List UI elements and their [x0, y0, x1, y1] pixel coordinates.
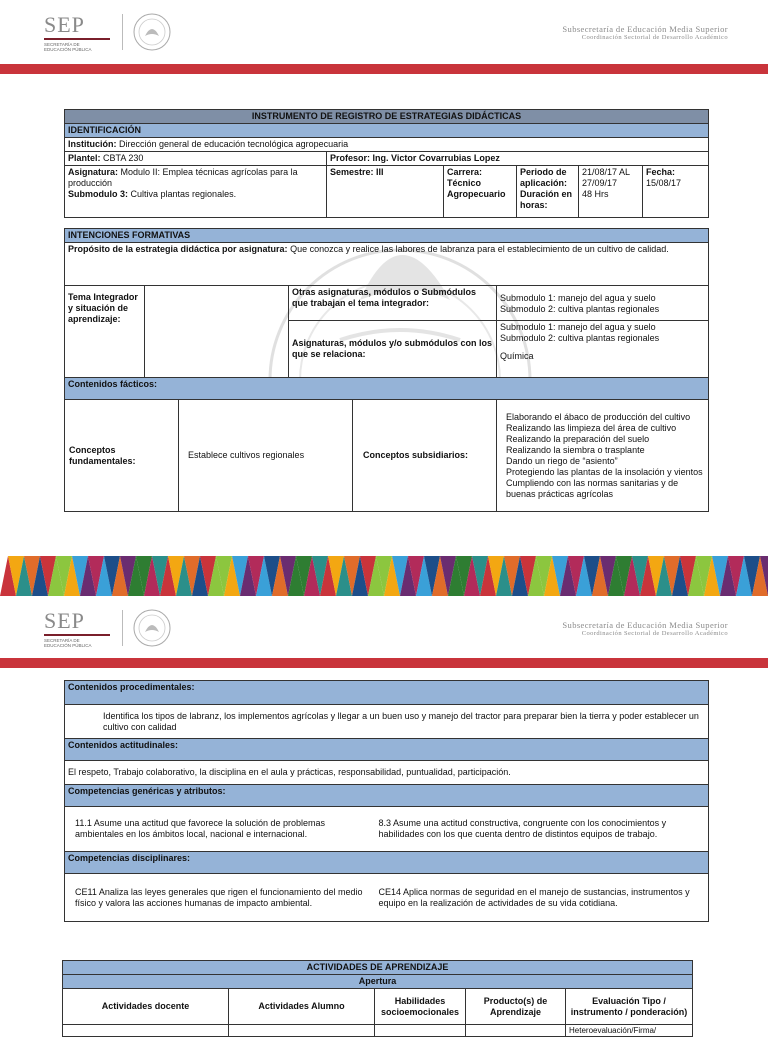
sep-logo	[44, 610, 110, 648]
sep-logo-sub2: EDUCACIÓN PÚBLICA	[44, 47, 92, 52]
carrera-value: Técnico Agropecuario	[447, 178, 506, 199]
red-band-2	[0, 658, 768, 668]
asignatura-value: Modulo II: Emplea técnicas agrícolas para la producción	[68, 167, 298, 188]
contenidos-actitudinales-header: Contenidos actitudinales:	[65, 739, 709, 761]
contenidos-table	[64, 680, 709, 922]
col-actividades-docente: Actividades docente	[63, 989, 229, 1025]
header-subsecretaria: Subsecretaría de Educación Media Superior Coordinación Sectorial de Desarrollo Académico	[562, 24, 728, 41]
competencia-generica-left: 11.1 Asume una actitud que favorece la solución de problemas ambientales en los ámbitos local, nacional e internacional.	[65, 807, 373, 852]
duracion-value: 48 Hrs	[582, 189, 609, 199]
plantel-cell: Plantel: CBTA 230	[65, 152, 327, 166]
col-productos: Producto(s) de Aprendizaje	[466, 989, 566, 1025]
actividades-table	[62, 960, 693, 1037]
sep-logo-text: SEP	[44, 608, 85, 633]
subsidiario-item: Dando un riego de “asiento”	[506, 455, 618, 466]
conceptos-subsidiarios-list	[497, 400, 709, 512]
semestre-cell: Semestre: III	[327, 166, 444, 218]
intenciones-header: INTENCIONES FORMATIVAS	[65, 229, 709, 243]
instrumento-title: INSTRUMENTO DE REGISTRO DE ESTRATEGIAS DIDÁCTICAS	[65, 110, 709, 124]
identificacion-table	[64, 109, 709, 218]
eval-cell: Heteroevaluación/Firma/	[566, 1025, 693, 1037]
decorative-triangle-band	[0, 556, 768, 596]
semestre-value: III	[376, 167, 384, 177]
sep-logo-sub1: SECRETARÍA DE	[44, 42, 80, 47]
profesor-cell: Profesor: Ing. Victor Covarrubias Lopez	[327, 152, 709, 166]
subsidiario-item: Realizando las limpieza del área de cultivo	[506, 422, 677, 433]
institucion-value: Dirección general de educación tecnológica agropecuaria	[119, 139, 349, 149]
asignaturas-relacion-label: Asignaturas, módulos y/o submódulos con los que se relaciona:	[289, 321, 497, 378]
apertura-header: Apertura	[63, 975, 693, 989]
contenidos-facticos-header: Contenidos fácticos:	[65, 378, 709, 400]
subsidiario-item: Cumpliendo con las normas sanitarias y de buenas prácticas agrícolas	[506, 477, 679, 499]
subsidiario-item: Elaborando el ábaco de producción del cultivo	[506, 411, 691, 422]
proposito-value: Que conozca y realice las labores de labranza para el establecimiento de un cultivo de calidad.	[290, 244, 669, 254]
col-habilidades: Habilidades socioemocionales	[375, 989, 466, 1025]
col-actividades-alumno: Actividades Alumno	[229, 989, 375, 1025]
proposito-cell: Propósito de la estrategia didáctica por asignatura: Que conozca y realice las labores de labranza para el establecimiento de un cultivo de calidad.	[65, 243, 709, 286]
contenidos-procedimentales-value: Identifica los tipos de labranz, los implementos agrícolas y llegar a un buen uso y manejo del tractor para preparar bien la tierra y poder establecer un cultivo con calidad	[65, 705, 709, 739]
intenciones-table	[64, 228, 709, 512]
institucion-row: Institución: Dirección general de educación tecnológica agropecuaria	[65, 138, 709, 152]
conceptos-fundamentales-label: Conceptos fundamentales:	[65, 400, 179, 512]
tema-label-cell: Tema Integrador y situación de aprendizaje:	[65, 286, 145, 378]
col-evaluacion: Evaluación Tipo / instrumento / ponderación)	[566, 989, 693, 1025]
asignaturas-relacion-value: Submodulo 1: manejo del agua y suelo Submodulo 2: cultiva plantas regionales Química	[497, 321, 709, 378]
page-header-1	[0, 0, 768, 64]
periodo-label-cell: Periodo de aplicación: Duración en horas:	[517, 166, 579, 218]
otras-asignaturas-value: Submodulo 1: manejo del agua y suelo Submodulo 2: cultiva plantas regionales	[497, 286, 709, 321]
red-band-1	[0, 64, 768, 74]
page-header-2	[0, 596, 768, 660]
sep-logo	[44, 14, 110, 52]
submodulo-value: Cultiva plantas regionales.	[130, 189, 237, 199]
periodo-value: 21/08/17 AL 27/09/17	[582, 167, 630, 188]
asignatura-cell: Asignatura: Modulo II: Emplea técnicas agrícolas para la producción Submodulo 3: Cultiva plantas regionales.	[65, 166, 327, 218]
sep-logo-text: SEP	[44, 12, 85, 37]
competencia-generica-right: 8.3 Asume una actitud constructiva, congruente con los conocimientos y habilidades con los que cuenta dentro de distintos equipos de trabajo.	[373, 807, 709, 852]
sep-logo-sub1: SECRETARÍA DE	[44, 638, 80, 643]
national-seal-icon	[132, 608, 172, 648]
competencias-disciplinares-header: Competencias disciplinares:	[65, 852, 709, 874]
subsidiario-item: Realizando la siembra o trasplante	[506, 444, 645, 455]
conceptos-subsidiarios-label: Conceptos subsidiarios:	[353, 400, 497, 512]
subsidiario-item: Realizando la preparación del suelo	[506, 433, 650, 444]
competencia-disciplinar-right: CE14 Aplica normas de seguridad en el manejo de sustancias, instrumentos y equipo en la realización de actividades de su vida cotidiana.	[373, 874, 709, 922]
fecha-cell: Fecha: 15/08/17	[643, 166, 709, 218]
competencias-genericas-header: Competencias genéricas y atributos:	[65, 785, 709, 807]
actividades-title: ACTIVIDADES DE APRENDIZAJE	[63, 961, 693, 975]
conceptos-fundamentales-value: Establece cultivos regionales	[179, 400, 353, 512]
carrera-cell: Carrera: Técnico Agropecuario	[444, 166, 517, 218]
contenidos-actitudinales-value: El respeto, Trabajo colaborativo, la disciplina en el aula y prácticas, responsabilidad, puntualidad, participación.	[65, 761, 709, 785]
subsidiario-item: Protegiendo las plantas de la insolación y vientos	[506, 466, 703, 477]
profesor-value: Ing. Victor Covarrubias Lopez	[372, 153, 500, 163]
sep-logo-sub2: EDUCACIÓN PÚBLICA	[44, 643, 92, 648]
fecha-value: 15/08/17	[646, 178, 682, 188]
header-subsecretaria: Subsecretaría de Educación Media Superior Coordinación Sectorial de Desarrollo Académico	[562, 620, 728, 637]
plantel-value: CBTA 230	[103, 153, 144, 163]
periodo-value-cell	[579, 166, 643, 218]
tema-value-cell	[145, 286, 289, 378]
identificacion-header: IDENTIFICACIÓN	[65, 124, 709, 138]
otras-asignaturas-label: Otras asignaturas, módulos o Submódulos que trabajan el tema integrador:	[289, 286, 497, 321]
national-seal-icon	[132, 12, 172, 52]
competencia-disciplinar-left: CE11 Analiza las leyes generales que rigen el funcionamiento del medio físico y valora las acciones humanas de impacto ambiental.	[65, 874, 373, 922]
contenidos-procedimentales-header: Contenidos procedimentales:	[65, 681, 709, 705]
